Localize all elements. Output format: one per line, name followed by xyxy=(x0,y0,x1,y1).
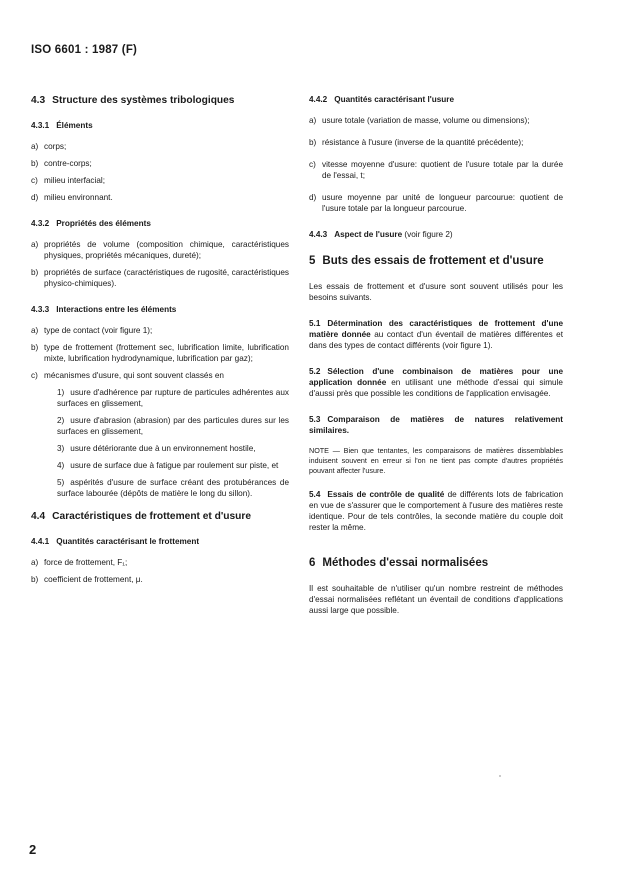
section-5-2-paragraph: 5.2 Sélection d'une combinaison de matières pour une application donnée en utilisant une méthode d'essai qui simule d'aussi près que possible les conditions de l'application envisagée. xyxy=(309,367,563,398)
section-5-intro: Les essais de frottement et d'usure sont souvent utilisés pour les besoins suivants. xyxy=(309,282,563,302)
section-4-4-1-heading: 4.4.1 Quantités caractérisant le frottement xyxy=(31,537,200,546)
right-column xyxy=(309,94,563,626)
list-item: a) type de contact (voir figure 1); xyxy=(31,326,153,335)
sub-list-item: 3) usure détériorante due à un environnement hostile, xyxy=(57,444,256,453)
sub-list-item: 1) usure d'adhérence par rupture de particules adhérentes aux surfaces en glissement, xyxy=(57,388,289,408)
scan-speck xyxy=(499,775,501,777)
list-item: b) propriétés de surface (caractéristiques de rugosité, caractéristiques physico-chimiques). xyxy=(31,268,289,288)
sub-list-item: 2) usure d'abrasion (abrasion) par des particules dures sur les surfaces en glissement, xyxy=(57,416,289,436)
section-4-3-2-heading: 4.3.2 Propriétés des éléments xyxy=(31,219,151,228)
document-header: ISO 6601 : 1987 (F) xyxy=(31,44,138,56)
sub-list-item: 4) usure de surface due à fatigue par roulement sur piste, et xyxy=(57,461,279,470)
section-4-4-heading: 4.4 Caractéristiques de frottement et d'usure xyxy=(31,511,252,522)
section-5-3-paragraph: 5.3 Comparaison de matières de natures relativement similaires. xyxy=(309,415,563,435)
list-item: d) usure moyenne par unité de longueur parcourue: quotient de l'usure totale par la longueur parcourue. xyxy=(309,193,563,213)
section-4-3-1-heading: 4.3.1 Éléments xyxy=(31,121,93,130)
list-item: a) force de frottement, F₁; xyxy=(31,558,128,567)
section-4-4-3-heading: 4.4.3 Aspect de l'usure (voir figure 2) xyxy=(309,230,453,239)
list-item: c) mécanismes d'usure, qui sont souvent classés en xyxy=(31,371,224,380)
list-item: b) résistance à l'usure (inverse de la quantité précédente); xyxy=(309,138,524,147)
page-number: 2 xyxy=(29,842,37,857)
list-item: a) propriétés de volume (composition chimique, caractéristiques physiques, propriétés mécaniques, dureté); xyxy=(31,240,289,260)
section-4-3-3-heading: 4.3.3 Interactions entre les éléments xyxy=(31,305,177,314)
left-column xyxy=(31,94,289,591)
list-item: d) milieu environnant. xyxy=(31,193,113,202)
list-item: b) type de frottement (frottement sec, lubrification limite, lubrification mixte, lubrification hydrodynamique, lubrification par gaz); xyxy=(31,343,289,363)
section-5-1-paragraph: 5.1 Détermination des caractéristiques de frottement d'une matière donnée au contact d'un éventail de matières différentes et dans des types de contact différents (voir figure 1). xyxy=(309,319,564,350)
section-4-3-heading: 4.3 Structure des systèmes tribologiques xyxy=(31,95,235,106)
list-item: a) corps; xyxy=(31,142,67,151)
section-4-4-2-heading: 4.4.2 Quantités caractérisant l'usure xyxy=(309,95,455,104)
sub-list-item: 5) aspérités d'usure de surface créant des protubérances de surface labourée (dépôts de matière le long du sillon). xyxy=(57,478,289,498)
list-item: c) milieu interfacial; xyxy=(31,176,105,185)
list-item: c) vitesse moyenne d'usure: quotient de l'usure totale par la durée de l'essai, t; xyxy=(309,160,563,180)
note-paragraph: NOTE — Bien que tentantes, les comparaisons de matières dissemblables induisent souvent en erreur si l'on ne tient pas compte d'autres propriétés pouvant affecter l'usure. xyxy=(309,446,563,475)
section-6-paragraph: Il est souhaitable de n'utiliser qu'un nombre restreint de méthodes d'essai normalisées reflétant un éventail de conditions d'applications aussi large que possible. xyxy=(309,584,563,615)
section-5-4-paragraph: 5.4 Essais de contrôle de qualité de différents lots de fabrication en vue de s'assurer que le comportement à l'usure des matières reste identique. Pour de tels contrôles, la seconde matière du couple doit rester la même. xyxy=(309,490,563,532)
section-6-heading: 6 Méthodes d'essai normalisées xyxy=(309,557,489,569)
section-5-heading: 5 Buts des essais de frottement et d'usure xyxy=(309,255,544,267)
list-item: a) usure totale (variation de masse, volume ou dimensions); xyxy=(309,116,530,125)
list-item: b) contre-corps; xyxy=(31,159,92,168)
list-item: b) coefficient de frottement, μ. xyxy=(31,575,143,584)
